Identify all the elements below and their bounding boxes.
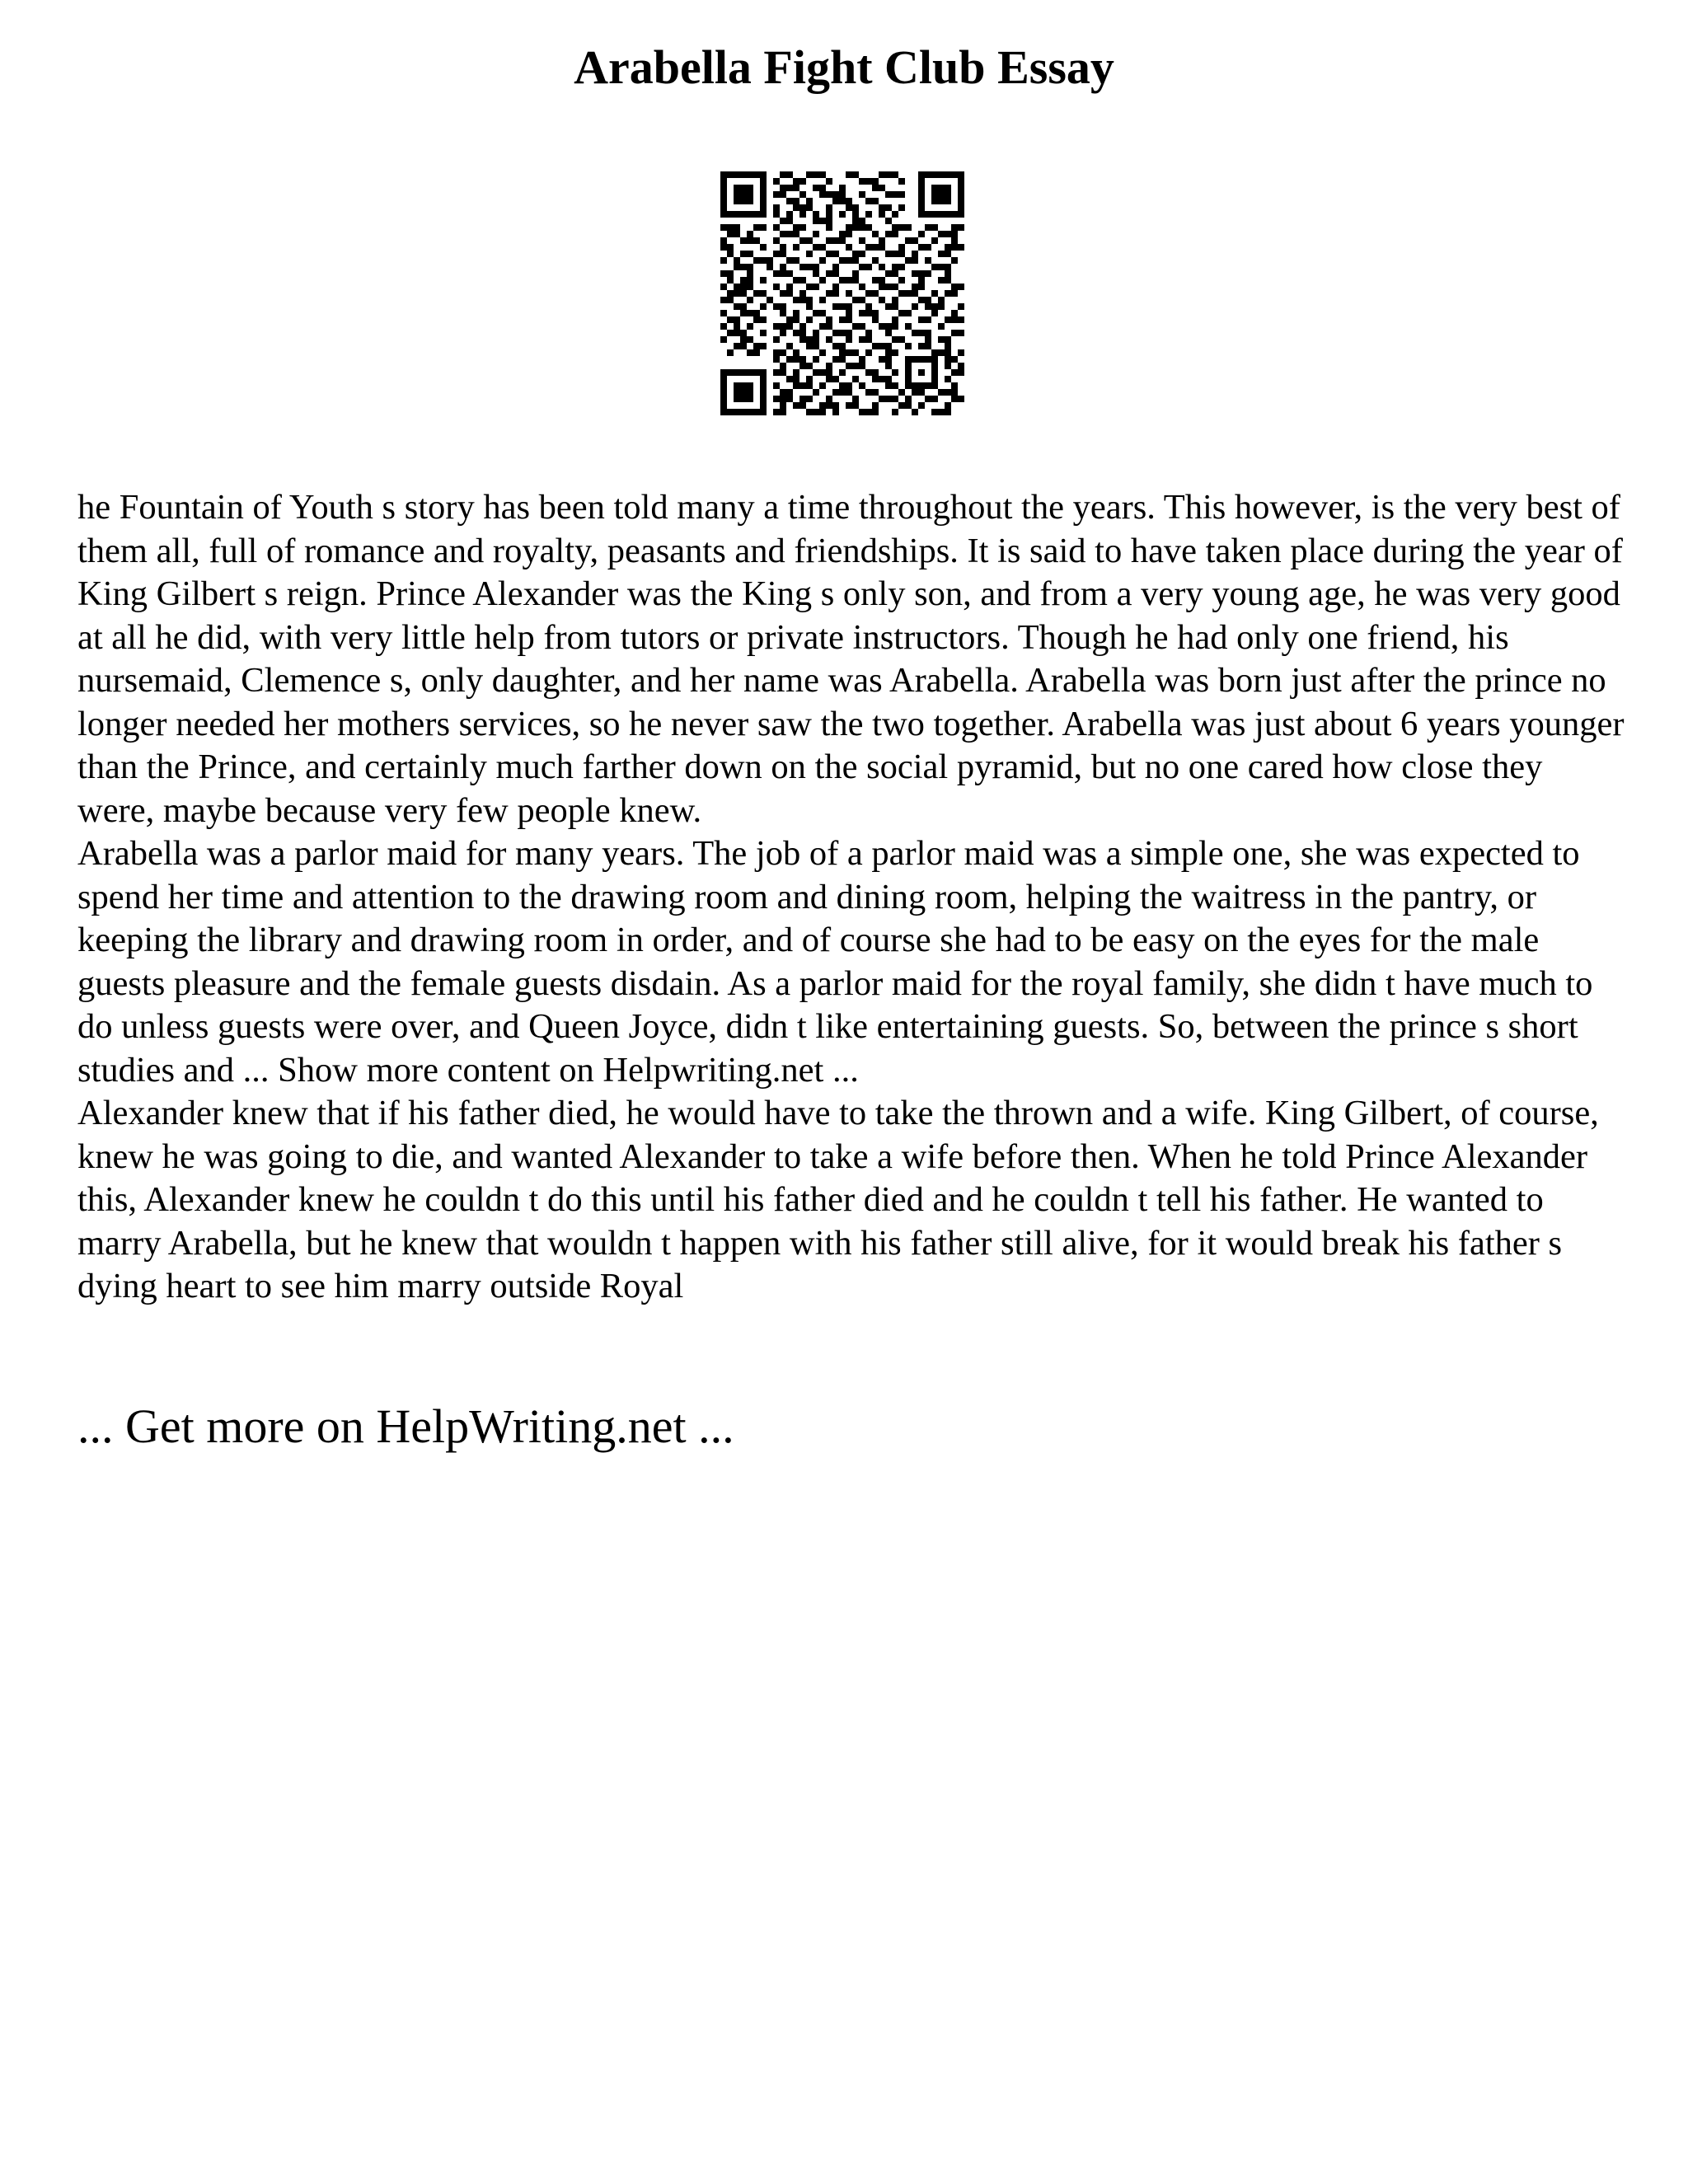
essay-body [77,486,1627,1309]
get-more-link[interactable]: ... Get more on HelpWriting.net ... [77,1399,734,1453]
qr-code-icon [720,171,964,415]
essay-paragraph-3: Alexander knew that if his father died, he would have to take the thrown and a wife. King Gilbert, of course, knew he was going to die, and wanted Alexander to take a wife before then. When he told Prince Alexander this, Alexander knew he couldn t do this until his father died and he couldn t tell his father. He wanted to marry Arabella, but he knew that wouldn t happen with his father still alive, for it would break his father s dying heart to see him marry outside Royal [77,1094,1599,1305]
page-title: Arabella Fight Club Essay [574,40,1114,94]
essay-paragraph-2: Arabella was a parlor maid for many years. The job of a parlor maid was a simple one, she was expected to spend her time and attention to the drawing room and dining room, helping the waitress in the pantry, or keeping the library and drawing room in order, and of course she had to be easy on the eyes for the male guests pleasure and the female guests disdain. As a parlor maid for the royal family, she didn t have much to do unless guests were over, and Queen Joyce, didn t like entertaining guests. So, between the prince s short studies and ... Show more content on Helpwriting.net ... [77,834,1593,1090]
essay-paragraph-1: he Fountain of Youth s story has been told many a time throughout the years. This however, is the very best of them all, full of romance and royalty, peasants and friendships. It is said to have taken place during the year of King Gilbert s reign. Prince Alexander was the King s only son, and from a very young age, he was very good at all he did, with very little help from tutors or private instructors. Though he had only one friend, his nursemaid, Clemence s, only daughter, and her name was Arabella. Arabella was born just after the prince no longer needed her mothers services, so he never saw the two together. Arabella was just about 6 years younger than the Prince, and certainly much farther down on the social pyramid, but no one cared how close they were, maybe because very few people knew. [77,488,1625,830]
